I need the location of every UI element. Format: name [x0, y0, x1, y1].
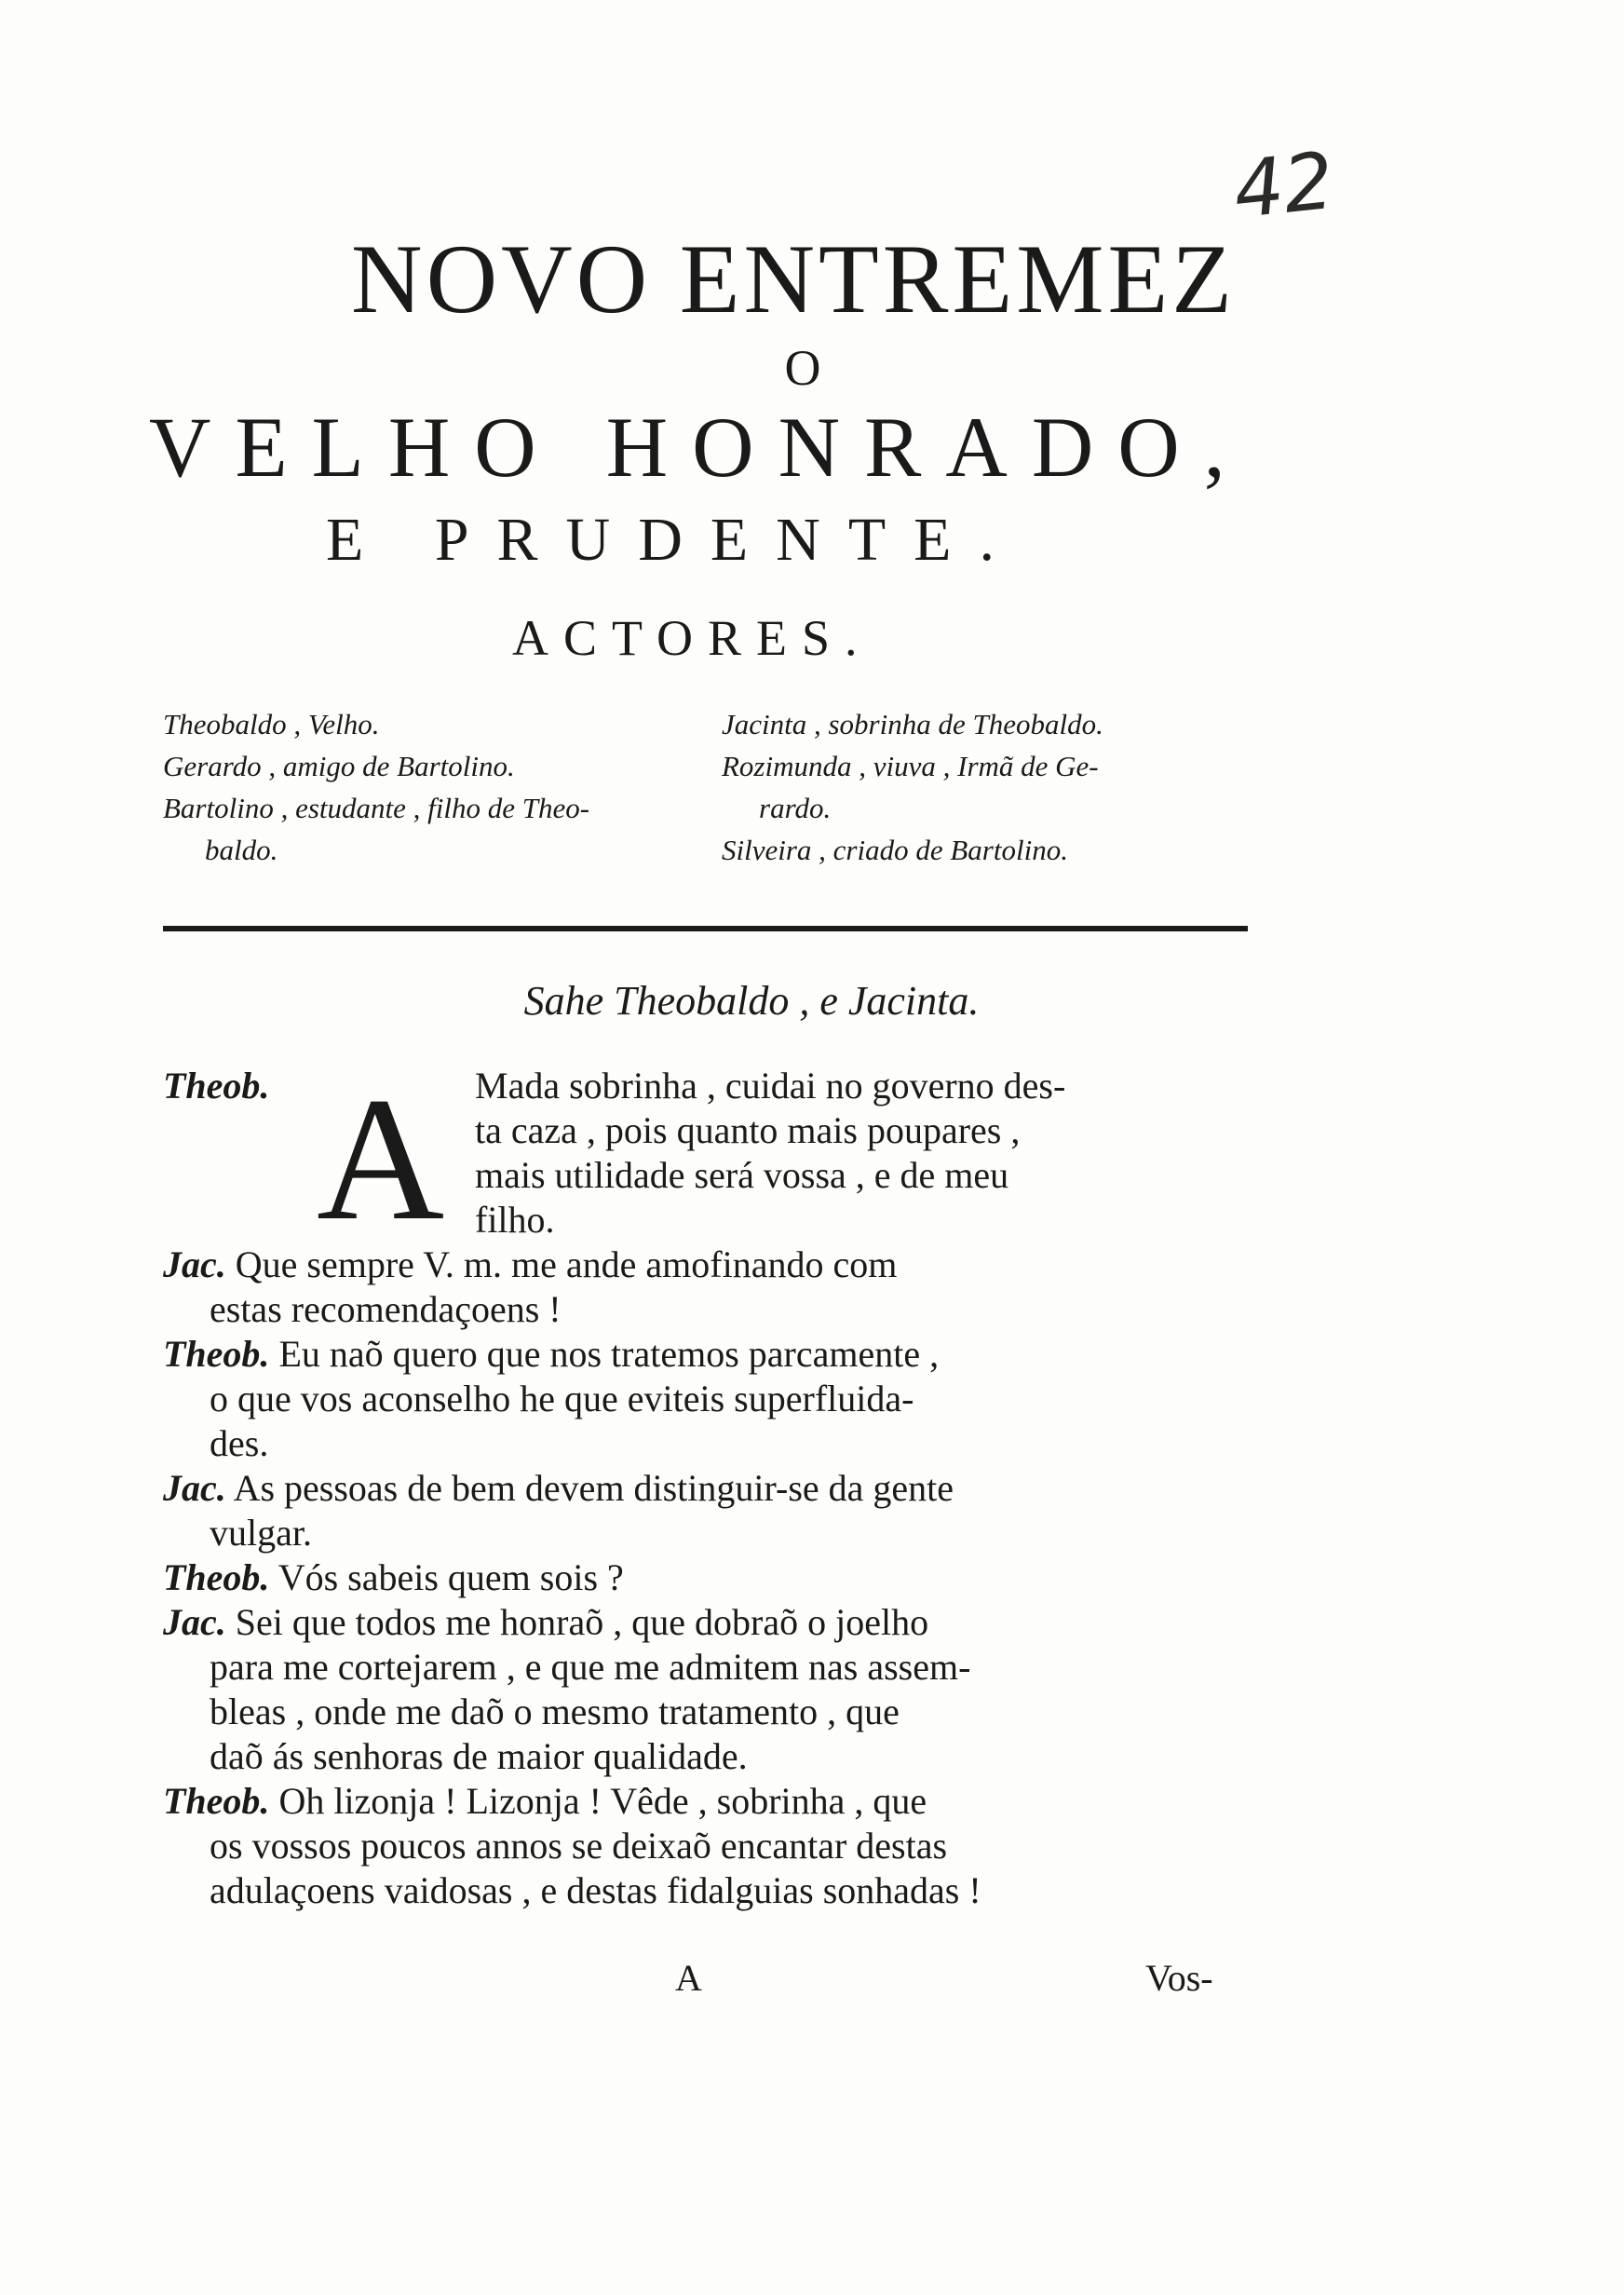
dialogue-line	[210, 1690, 900, 1734]
dialogue-line	[163, 1466, 954, 1511]
dialogue-line	[163, 1600, 928, 1645]
dialogue-text: daõ ás senhoras de maior qualidade.	[210, 1735, 748, 1777]
signature-mark: A	[675, 1957, 702, 1999]
dialogue-text: estas recomendaçoens !	[210, 1288, 562, 1330]
dialogue-line	[163, 1555, 624, 1600]
speaker-label: Jac.	[163, 1243, 226, 1285]
cast-right-1: Jacinta , sobrinha de Theobaldo.	[722, 708, 1103, 740]
speaker-label: Jac.	[163, 1601, 226, 1643]
title-line-2: E PRUDENTE.	[326, 506, 1022, 574]
dialogue-line	[210, 1511, 312, 1555]
speech-line: mais utilidade será vossa , e de meu	[475, 1154, 1009, 1196]
speech-line: Mada sobrinha , cuidai no governo des-	[475, 1065, 1066, 1107]
cast-right-4: Silveira , criado de Bartolino.	[722, 834, 1068, 866]
dialogue-line	[163, 1243, 897, 1287]
dialogue-text: vulgar.	[210, 1512, 312, 1554]
dialogue-text: As pessoas de bem devem distinguir-se da gente	[233, 1467, 954, 1509]
dialogue-text: para me cortejarem , e que me admitem nas assem-	[210, 1646, 971, 1688]
dialogue-text: bleas , onde me daõ o mesmo tratamento , que	[210, 1691, 900, 1732]
horizontal-rule	[163, 926, 1248, 931]
dialogue-text: Eu naõ quero que nos tratemos parcamente ,	[278, 1333, 940, 1375]
dialogue-line	[210, 1377, 914, 1421]
folio-number: 42	[1229, 134, 1338, 237]
dialogue-text: adulaçoens vaidosas , e destas fidalguias sonhadas !	[210, 1869, 981, 1911]
speaker-label: Theob.	[163, 1065, 270, 1107]
dialogue-text: Sei que todos me honraõ , que dobraõ o joelho	[235, 1601, 929, 1643]
cast-left-4: baldo.	[205, 834, 278, 866]
dialogue-line	[163, 1332, 939, 1377]
cast-left-1: Theobaldo , Velho.	[163, 708, 380, 740]
dialogue-text: Oh lizonja ! Lizonja ! Vêde , sobrinha , que	[278, 1780, 927, 1822]
speech-line: filho.	[475, 1199, 555, 1241]
title-line-1: VELHO HONRADO,	[149, 400, 1250, 495]
scene-heading: Sahe Theobaldo , e Jacinta.	[523, 978, 980, 1024]
speaker-label: Theob.	[163, 1333, 270, 1375]
dialogue-line	[210, 1421, 268, 1466]
speaker-label: Jac.	[163, 1467, 226, 1509]
actores-heading: ACTORES.	[512, 610, 873, 666]
cast-right-3: rardo.	[759, 792, 832, 824]
cast-right-2: Rozimunda , viuva , Irmã de Ge-	[722, 750, 1099, 782]
dialogue-text: Vós sabeis quem sois ?	[277, 1556, 624, 1598]
title-article: O	[784, 340, 821, 396]
dialogue-line	[210, 1734, 748, 1779]
cast-left-2: Gerardo , amigo de Bartolino.	[163, 750, 515, 782]
dialogue-text: o que vos aconselho he que eviteis superfluida-	[210, 1378, 914, 1419]
title-main: NOVO ENTREMEZ	[351, 224, 1236, 333]
speaker-label: Theob.	[163, 1780, 270, 1822]
dialogue-text: des.	[210, 1422, 269, 1464]
dialogue-line	[210, 1645, 970, 1690]
drop-cap: A	[317, 1062, 445, 1257]
dialogue-line	[210, 1868, 981, 1913]
dialogue-text: os vossos poucos annos se deixaõ encantar destas	[210, 1825, 948, 1867]
catchword: Vos-	[1145, 1957, 1213, 1999]
dialogue-line	[210, 1287, 562, 1332]
dialogue-text: Que sempre V. m. me ande amofinando com	[235, 1243, 898, 1285]
speaker-label: Theob.	[163, 1556, 270, 1598]
dialogue-line	[163, 1779, 927, 1824]
speech-line: ta caza , pois quanto mais poupares ,	[475, 1109, 1021, 1151]
dialogue-line	[210, 1824, 947, 1868]
cast-left-3: Bartolino , estudante , filho de Theo-	[163, 792, 590, 824]
